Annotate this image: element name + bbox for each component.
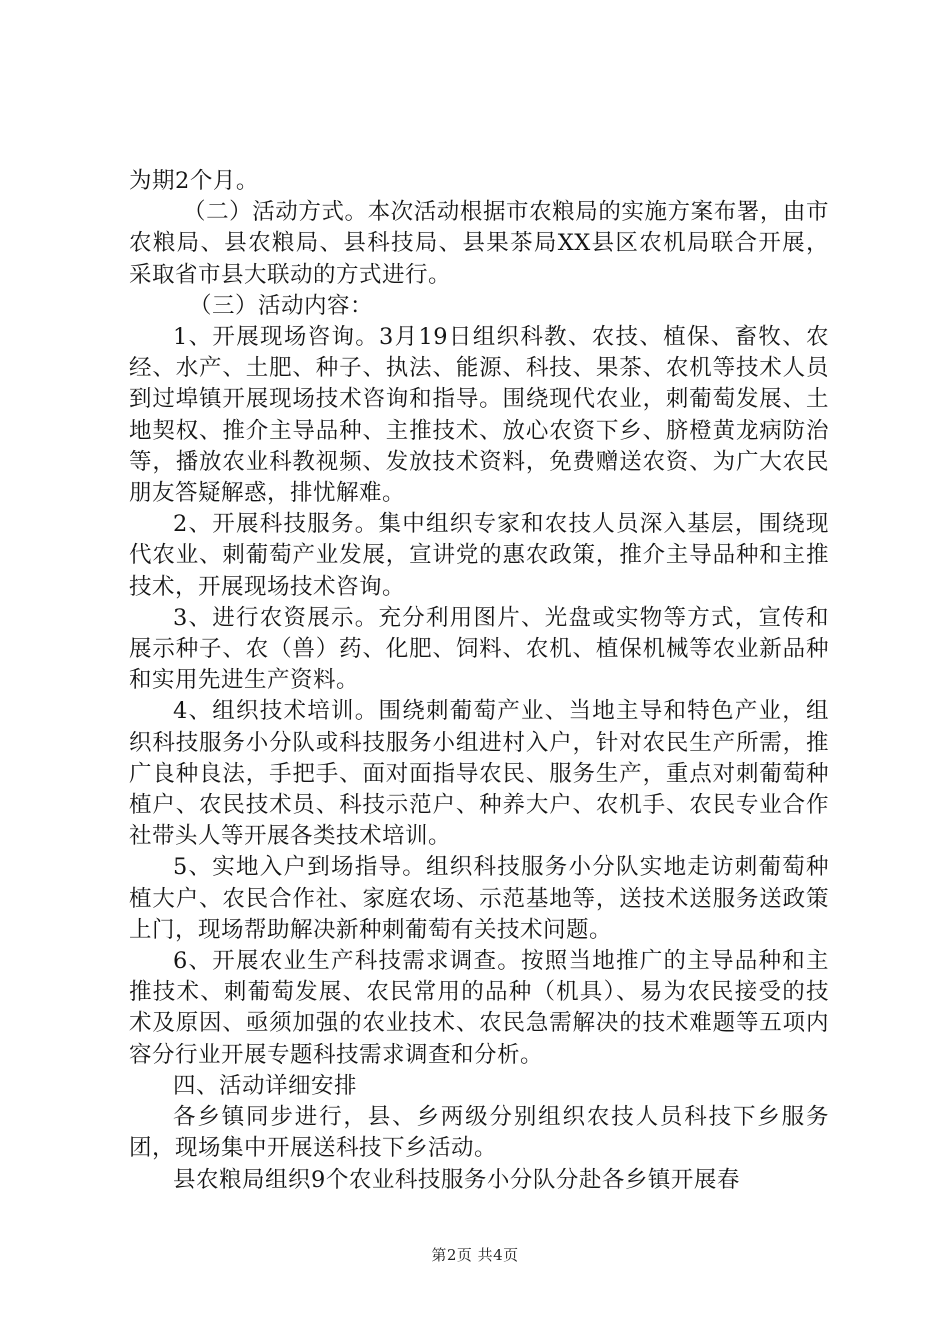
document-body <box>129 166 829 1196</box>
paragraph-continuation: 为期2个月。 <box>129 168 259 194</box>
paragraph-schedule-2: 县农粮局组织9个农业科技服务小分队分赴各乡镇开展春 <box>173 1166 740 1193</box>
paragraph-item-6: 6、开展农业生产科技需求调查。按照当地推广的主导品种和主推技术、刺葡萄发展、农民常用的品种（机具）、易为农民接受的技术及原因、亟须加强的农业技术、农民急需解决的技术难题等五项内容分行业开展专题科技需求调查和分析。 <box>129 948 829 1068</box>
paragraph-item-1: 1、开展现场咨询。3月19日组织科教、农技、植保、畜牧、农经、水产、土肥、种子、执法、能源、科技、果茶、农机等技术人员到过埠镇开展现场技术咨询和指导。围绕现代农业，刺葡萄发展、土地契权、推介主导品种、主推技术、放心农资下乡、脐橙黄龙病防治等，播放农业科教视频、发放技术资料，免费赠送农资、为广大农民朋友答疑解惑，排忧解难。 <box>129 324 829 507</box>
page-footer <box>0 1244 950 1265</box>
paragraph-activity-method: （二）活动方式。本次活动根据市农粮局的实施方案布署，由市农粮局、县农粮局、县科技局、县果茶局XX县区农机局联合开展，采取省市县大联动的方式进行。 <box>129 199 829 288</box>
paragraph-item-2: 2、开展科技服务。集中组织专家和农技人员深入基层，围绕现代农业、刺葡萄产业发展，宣讲党的惠农政策，推介主导品种和主推技术，开展现场技术咨询。 <box>129 511 829 600</box>
paragraph-schedule-1: 各乡镇同步进行，县、乡两级分别组织农技人员科技下乡服务团，现场集中开展送科技下乡活动。 <box>129 1104 829 1162</box>
paragraph-item-4: 4、组织技术培训。围绕刺葡萄产业、当地主导和特色产业，组织科技服务小分队或科技服务小组进村入户，针对农民生产所需，推广良种良法，手把手、面对面指导农民、服务生产，重点对刺葡萄种植户、农民技术员、科技示范户、种养大户、农机手、农民专业合作社带头人等开展各类技术培训。 <box>129 698 829 850</box>
paragraph-item-3: 3、进行农资展示。充分利用图片、光盘或实物等方式，宣传和展示种子、农（兽）药、化肥、饲料、农机、植保机械等农业新品种和实用先进生产资料。 <box>129 604 829 694</box>
section-heading-schedule: 四、活动详细安排 <box>173 1072 358 1099</box>
page-number-label: 第2页 共4页 <box>431 1246 519 1264</box>
paragraph-item-5: 5、实地入户到场指导。组织科技服务小分队实地走访刺葡萄种植大户、农民合作社、家庭农场、示范基地等，送技术送服务送政策上门，现场帮助解决新种刺葡萄有关技术问题。 <box>129 854 829 943</box>
paragraph-activity-content-heading: （三）活动内容： <box>189 292 374 319</box>
